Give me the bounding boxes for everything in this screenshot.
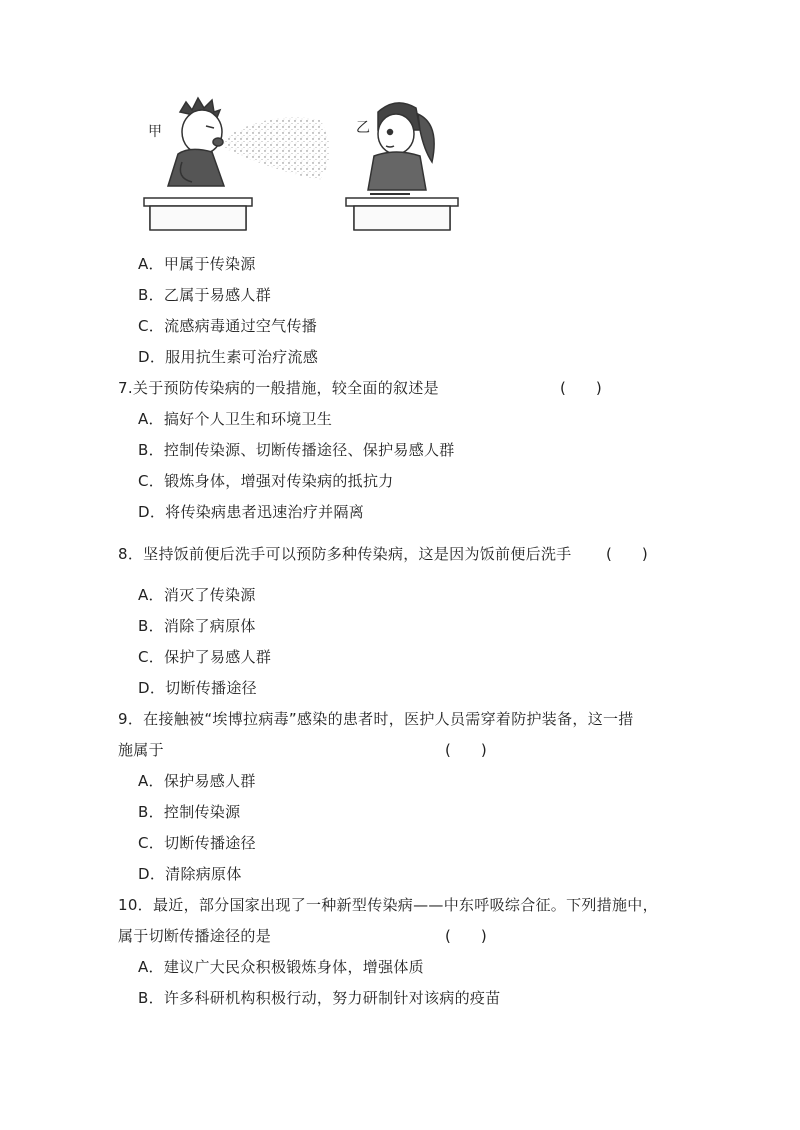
q10-stem-line1: 10．最近，部分国家出现了一种新型传染病——中东呼吸综合征。下列措施中， (118, 896, 658, 914)
sneeze-spray (224, 117, 330, 180)
q9-stem-line1: 9．在接触被“埃博拉病毒”感染的患者时，医护人员需穿着防护装备，这一措 (118, 710, 634, 728)
q7-stem: 7.关于预防传染病的一般措施，较全面的叙述是 (118, 379, 439, 397)
desk-right (346, 194, 458, 230)
q9-answer-paren: ( ) (445, 741, 487, 759)
q7-option-c: C．锻炼身体，增强对传染病的抵抗力 (138, 472, 394, 490)
label-yi: 乙 (356, 120, 370, 136)
figure-sneeze-illustration (120, 90, 480, 240)
q8-option-c: C．保护了易感人群 (138, 648, 272, 666)
q8-option-a: A．消灭了传染源 (138, 586, 256, 604)
q10-option-a: A．建议广大民众积极锻炼身体，增强体质 (138, 958, 424, 976)
q7-option-a: A．搞好个人卫生和环境卫生 (138, 410, 333, 428)
q9-option-a: A．保护易感人群 (138, 772, 256, 790)
girl-figure (368, 103, 434, 190)
q6-option-d: D．服用抗生素可治疗流感 (138, 348, 319, 366)
q6-option-b: B．乙属于易感人群 (138, 286, 271, 304)
boy-figure (168, 98, 224, 186)
q7-option-b: B．控制传染源、切断传播途径、保护易感人群 (138, 441, 455, 459)
q10-stem-line2: 属于切断传播途径的是 (118, 927, 272, 945)
q6-option-c: C．流感病毒通过空气传播 (138, 317, 318, 335)
q9-stem-line2: 施属于 (118, 741, 164, 759)
q8-option-b: B．消除了病原体 (138, 617, 256, 635)
q10-answer-paren: ( ) (445, 927, 487, 945)
q10-option-b: B．许多科研机构积极行动，努力研制针对该病的疫苗 (138, 989, 501, 1007)
q9-option-b: B．控制传染源 (138, 803, 241, 821)
q7-answer-paren: ( ) (560, 379, 602, 397)
q9-option-c: C．切断传播途径 (138, 834, 256, 852)
label-jia: 甲 (148, 124, 162, 140)
q9-option-d: D．清除病原体 (138, 865, 242, 883)
q8-stem: 8．坚持饭前便后洗手可以预防多种传染病，这是因为饭前便后洗手 (118, 545, 572, 563)
q6-option-a: A．甲属于传染源 (138, 255, 256, 273)
q8-answer-paren: ( ) (606, 545, 648, 563)
q7-option-d: D．将传染病患者迅速治疗并隔离 (138, 503, 365, 521)
desk-left (144, 198, 252, 230)
q8-option-d: D．切断传播途径 (138, 679, 257, 697)
